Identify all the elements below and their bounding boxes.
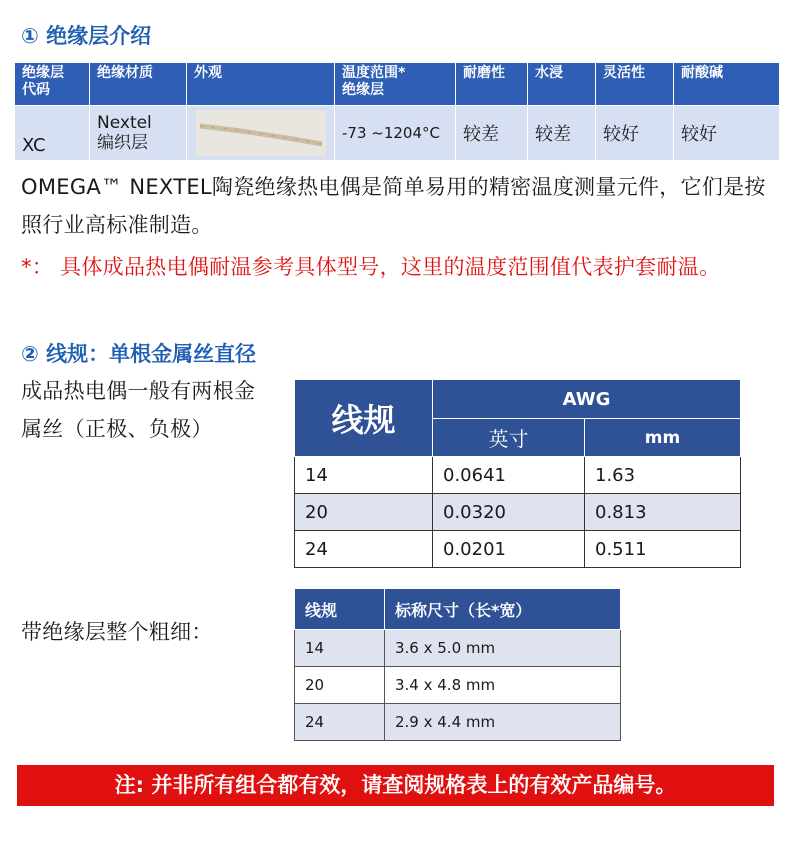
size-table	[294, 588, 621, 741]
size-value: 2.9 x 4.4 mm	[385, 704, 621, 741]
header-temperature: 温度范围* 绝缘层	[335, 63, 456, 106]
awg-gauge: 24	[295, 531, 433, 568]
insulation-header-row	[15, 63, 780, 106]
table-row	[295, 494, 741, 531]
insulation-row	[15, 106, 780, 161]
size-gauge: 14	[295, 630, 385, 667]
section-1-title: ① 绝缘层介绍	[21, 24, 152, 48]
awg-gauge: 14	[295, 457, 433, 494]
wire-image	[196, 110, 326, 156]
header-material: 绝缘材质	[90, 63, 187, 106]
header-water: 水浸	[528, 63, 596, 106]
awg-inch: 0.0641	[433, 457, 585, 494]
table-row	[295, 667, 621, 704]
awg-header: AWG	[433, 380, 741, 419]
cell-acid: 较好	[674, 106, 780, 161]
cell-material: Nextel 编织层	[90, 106, 187, 161]
size-value: 3.4 x 4.8 mm	[385, 667, 621, 704]
description-text: OMEGA™ NEXTEL陶瓷绝缘热电偶是简单易用的精密温度测量元件，它们是按照行业高标准制造。	[21, 175, 766, 237]
size-gauge-header: 线规	[295, 589, 385, 630]
size-description: 带绝缘层整个粗细：	[21, 620, 213, 644]
awg-table	[294, 379, 741, 568]
header-acid: 耐酸碱	[674, 63, 780, 106]
cell-water: 较差	[528, 106, 596, 161]
cell-code: XC	[15, 106, 90, 161]
awg-inch-header: 英寸	[433, 419, 585, 457]
size-gauge: 20	[295, 667, 385, 704]
awg-inch: 0.0201	[433, 531, 585, 568]
size-nominal-header: 标称尺寸（长*宽）	[385, 589, 621, 630]
table-row	[295, 531, 741, 568]
awg-mm-header: mm	[585, 419, 741, 457]
note-banner: 注: 并非所有组合都有效，请查阅规格表上的有效产品编号。	[17, 765, 774, 806]
table-row	[295, 457, 741, 494]
footnote-text: *： 具体成品热电偶耐温参考具体型号，这里的温度范围值代表护套耐温。	[21, 255, 721, 279]
cell-abrasion: 较差	[456, 106, 528, 161]
header-appearance: 外观	[187, 63, 335, 106]
header-abrasion: 耐磨性	[456, 63, 528, 106]
table-row	[295, 630, 621, 667]
awg-mm: 0.511	[585, 531, 741, 568]
awg-mm: 0.813	[585, 494, 741, 531]
size-value: 3.6 x 5.0 mm	[385, 630, 621, 667]
insulation-table	[14, 62, 780, 161]
awg-gauge-header: 线规	[295, 380, 433, 457]
section-2-title: ② 线规：单根金属丝直径	[21, 342, 257, 366]
awg-mm: 1.63	[585, 457, 741, 494]
header-flexibility: 灵活性	[596, 63, 674, 106]
cell-flexibility: 较好	[596, 106, 674, 161]
cell-temperature: -73 ~1204°C	[335, 106, 456, 161]
size-gauge: 24	[295, 704, 385, 741]
awg-gauge: 20	[295, 494, 433, 531]
awg-inch: 0.0320	[433, 494, 585, 531]
cell-appearance	[187, 106, 335, 161]
header-code: 绝缘层 代码	[15, 63, 90, 106]
table-row	[295, 704, 621, 741]
awg-description: 成品热电偶一般有两根金属丝（正极、负极）	[21, 379, 256, 441]
